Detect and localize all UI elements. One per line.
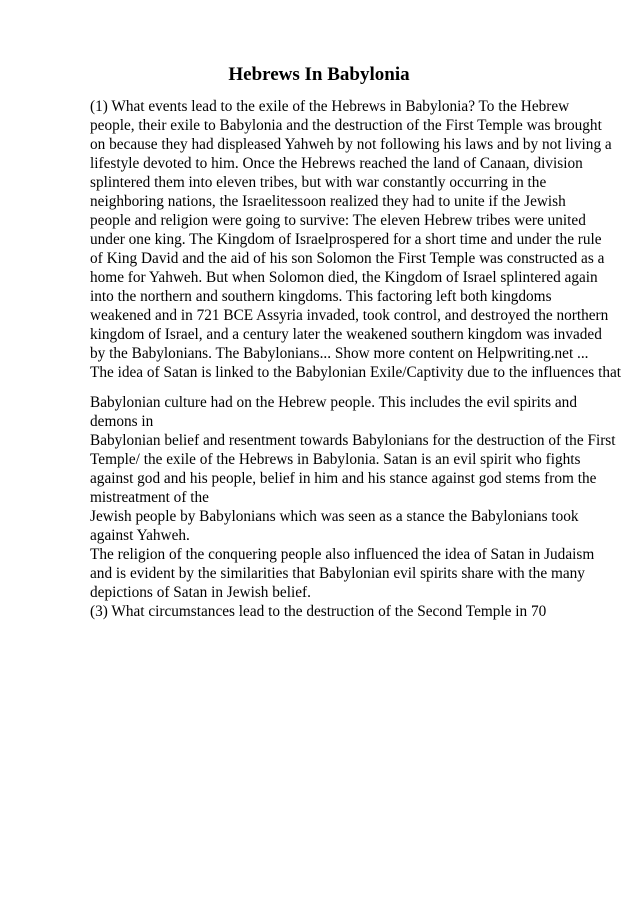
page-title: Hebrews In Babylonia	[228, 64, 410, 85]
text-line: weakened and in 721 BCE Assyria invaded, took control, and destroyed the northern	[90, 307, 609, 324]
text-line: Babylonian belief and resentment towards Babylonians for the destruction of the First	[90, 432, 616, 449]
text-line: home for Yahweh. But when Solomon died, the Kingdom of Israel splintered again	[90, 269, 598, 286]
text-line: by the Babylonians. The Babylonians... Show more content on Helpwriting.net ...	[90, 345, 589, 362]
text-line: on because they had displeased Yahweh by not following his laws and by not living a	[90, 136, 612, 153]
text-line: (1) What events lead to the exile of the Hebrews in Babylonia? To the Hebrew	[90, 98, 570, 115]
text-line: under one king. The Kingdom of Israelprospered for a short time and under the rule	[90, 231, 602, 248]
text-line: kingdom of Israel, and a century later the weakened southern kingdom was invaded	[90, 326, 602, 343]
text-line: mistreatment of the	[90, 489, 209, 506]
text-line: people, their exile to Babylonia and the destruction of the First Temple was brought	[90, 117, 602, 134]
text-line: people and religion were going to survive: The eleven Hebrew tribes were united	[90, 212, 586, 229]
text-line: The religion of the conquering people also influenced the idea of Satan in Judaism	[90, 546, 595, 563]
text-line: against Yahweh.	[90, 527, 190, 544]
text-line: and is evident by the similarities that Babylonian evil spirits share with the many	[90, 565, 585, 582]
text-line: of King David and the aid of his son Solomon the First Temple was constructed as a	[90, 250, 605, 267]
text-line: demons in	[90, 413, 154, 430]
text-line: lifestyle devoted to him. Once the Hebrews reached the land of Canaan, division	[90, 155, 583, 172]
text-line: Temple/ the exile of the Hebrews in Babylonia. Satan is an evil spirit who fights	[90, 451, 581, 468]
text-line: Babylonian culture had on the Hebrew people. This includes the evil spirits and	[90, 394, 577, 411]
text-line: depictions of Satan in Jewish belief.	[90, 584, 311, 601]
text-line: The idea of Satan is linked to the Babylonian Exile/Captivity due to the influences that	[90, 364, 622, 381]
text-line: (3) What circumstances lead to the destruction of the Second Temple in 70	[90, 603, 547, 620]
text-line: against god and his people, belief in him and his stance against god stems from the	[90, 470, 597, 487]
text-line: Jewish people by Babylonians which was seen as a stance the Babylonians took	[90, 508, 579, 525]
text-line: neighboring nations, the Israelitessoon realized they had to unite if the Jewish	[90, 193, 566, 210]
text-line: into the northern and southern kingdoms. This factoring left both kingdoms	[90, 288, 552, 305]
text-line: splintered them into eleven tribes, but with war constantly occurring in the	[90, 174, 547, 191]
